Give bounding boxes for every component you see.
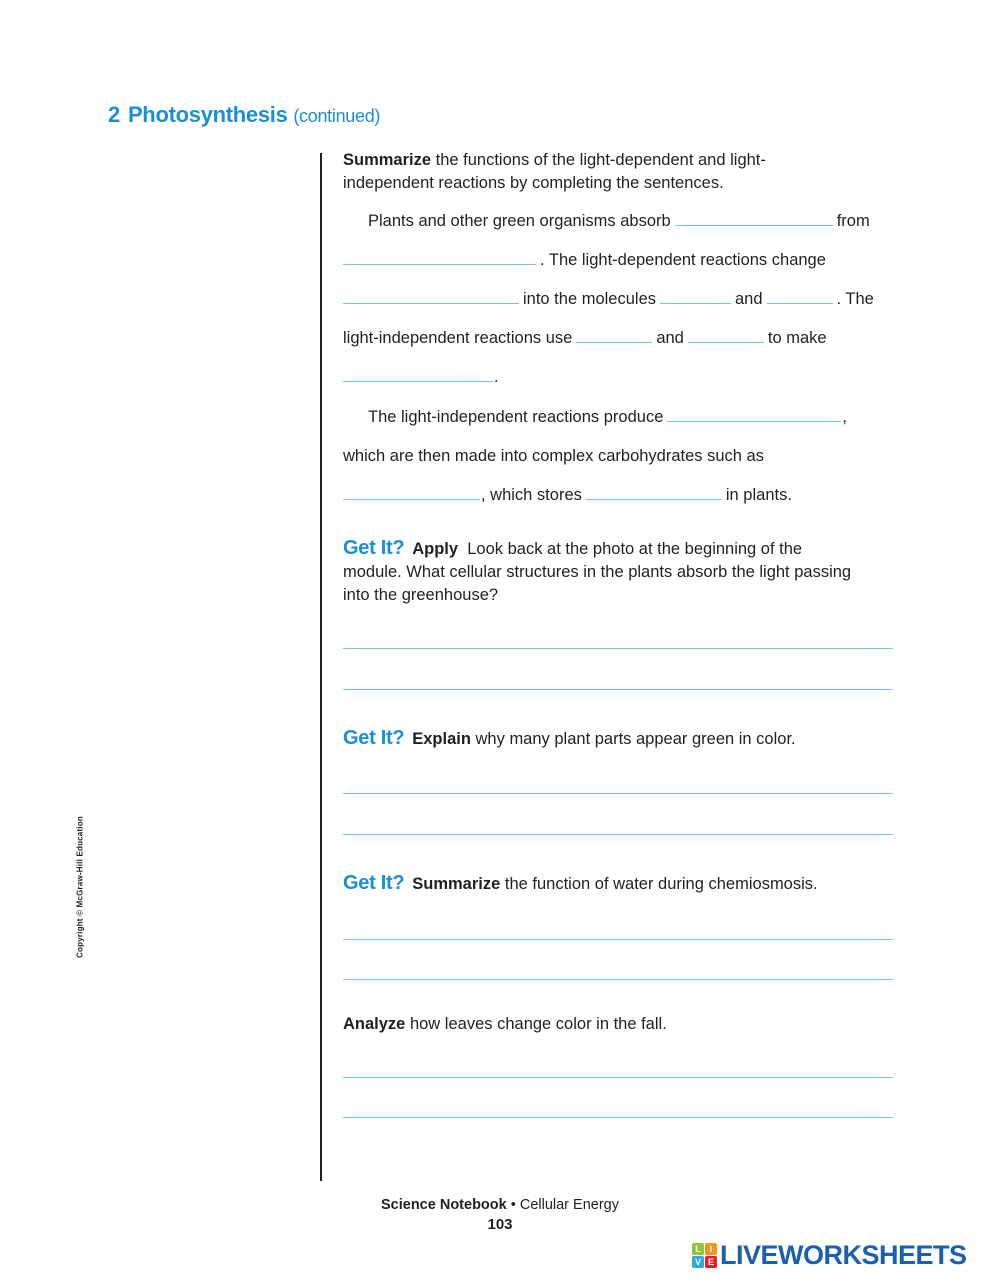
blank-use-1[interactable]: [576, 328, 652, 343]
answer-line[interactable]: [343, 1077, 893, 1078]
answer-line[interactable]: [343, 648, 893, 649]
page-number: 103: [487, 1216, 513, 1233]
summarize-label: Summarize: [343, 151, 432, 169]
question-analyze: Analyze how leaves change color in the fall.: [343, 1015, 667, 1033]
question-explain: Get It? Explain why many plant parts appear green in color.: [343, 727, 796, 749]
fill-line-6: The light-independent reactions produce ,: [368, 408, 847, 426]
blank-absorb[interactable]: [675, 211, 833, 226]
section-title: Photosynthesis: [127, 102, 288, 127]
answer-line[interactable]: [343, 793, 893, 794]
blank-make[interactable]: [343, 367, 493, 382]
question-apply: Get It? Apply Look back at the photo at the beginning of the module. What cellular structures in the plants absorb the light passing into the greenhouse?: [343, 537, 852, 604]
section-heading: [108, 102, 380, 128]
blank-stores[interactable]: [586, 485, 722, 500]
footer-book-line: [0, 1197, 1000, 1213]
blank-carbohydrate[interactable]: [343, 485, 480, 500]
get-it-label: Get It?: [343, 872, 405, 894]
question-summarize: Get It? Summarize the function of water during chemiosmosis.: [343, 872, 818, 894]
liveworksheets-logo[interactable]: [692, 1240, 967, 1270]
get-it-label: Get It?: [343, 537, 405, 559]
blank-from[interactable]: [343, 250, 536, 265]
answer-line[interactable]: [343, 979, 893, 980]
footer-bullet: •: [510, 1197, 516, 1213]
fill-line-3: into the molecules and . The: [343, 288, 874, 311]
blank-use-2[interactable]: [688, 328, 764, 343]
answer-line[interactable]: [343, 1117, 893, 1118]
brand-name: LIVEWORKSHEETS: [720, 1239, 967, 1270]
fill-line-1: Plants and other green organisms absorb from: [368, 212, 870, 230]
answer-line[interactable]: [343, 834, 893, 835]
fill-line-4: light-independent reactions use and to make: [343, 329, 827, 347]
fill-line-2: . The light-dependent reactions change: [343, 249, 826, 272]
fill-line-8: , which stores in plants.: [343, 484, 792, 507]
explain-label: Explain: [412, 730, 471, 748]
answer-line[interactable]: [343, 689, 893, 690]
analyze-label: Analyze: [343, 1015, 406, 1033]
fill-line-5: .: [343, 366, 499, 389]
summarize-question-label: Summarize: [412, 875, 501, 893]
footer-book: Science Notebook: [381, 1197, 507, 1213]
section-number: 2: [108, 102, 120, 127]
blank-molecule-1[interactable]: [660, 289, 731, 304]
blank-change[interactable]: [343, 289, 519, 304]
answer-line[interactable]: [343, 939, 893, 940]
section-continued: (continued): [293, 106, 381, 126]
footer-unit: Cellular Energy: [519, 1197, 619, 1213]
live-grid-icon: L I V E: [692, 1243, 717, 1268]
summarize-instruction: Summarize the functions of the light-dependent and light- independent reactions by completing the sentences.: [343, 151, 766, 192]
apply-label: Apply: [412, 540, 459, 558]
blank-produce[interactable]: [667, 407, 841, 422]
get-it-label: Get It?: [343, 727, 405, 749]
margin-rule: [320, 153, 322, 1181]
fill-line-7: which are then made into complex carbohydrates such as: [343, 447, 764, 465]
copyright-notice: Copyright © McGraw-Hill Education: [75, 816, 85, 958]
blank-molecule-2[interactable]: [767, 289, 833, 304]
